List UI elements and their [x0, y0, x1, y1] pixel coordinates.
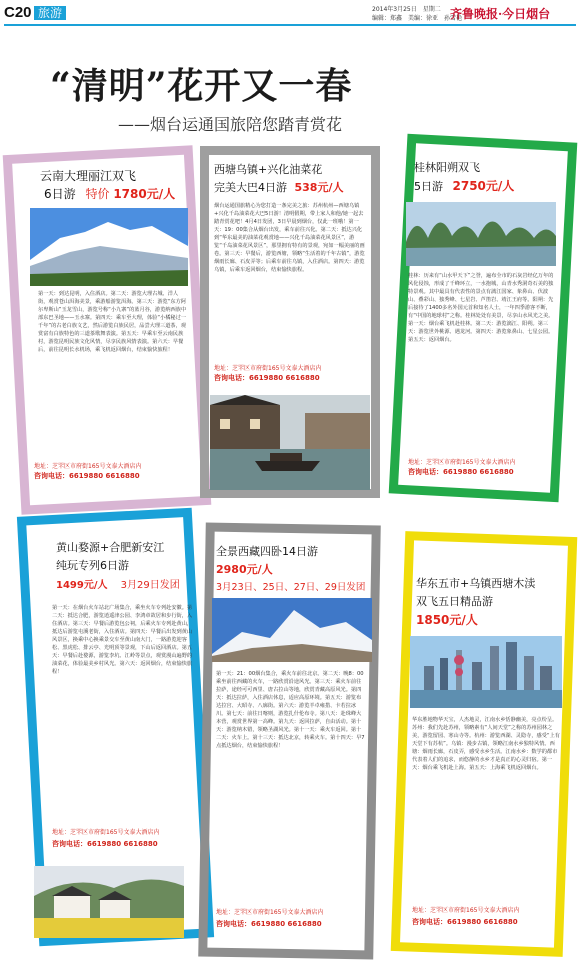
issue-date: 2014年3月25日 星期二: [372, 6, 441, 13]
ad6-phone: 咨询电话：6619880 6616880: [412, 918, 518, 926]
ad3-title: 桂林阳朔双飞: [414, 161, 480, 174]
ad2-title-line1: 西塘乌镇+兴化油菜花: [214, 163, 323, 176]
ad4-price-row: [56, 578, 180, 594]
ad6-title-line1: 华东五市+乌镇西塘木渎: [416, 577, 536, 590]
ad4-departure: 3月29日发团: [120, 580, 180, 591]
ad2-itinerary: 烟台运通国旅精心为您打造一条完美之旅：苏州杭州—西塘乌镇+兴化千岛油菜花大巴5日游！清明假期，带上家人和他/她一起去踏青赏花吧！4月4日发团，3日早晨到烟台，仅此一班哦！第一天：19：00集合从烟台出发，乘车前往兴化。第二天：抵达兴化到“华东最美的油菜花观赏地——兴化千岛油菜花风景区”，游览“千岛油菜花风景区”，那里拥有特有的景观，宛如一幅美丽的画卷。第三天：早餐后，游览西塘，领略“生活着的千年古镇”，游览烟雨长廊、石皮弄等；后乘车前往乌镇，入住酒店。第四天：游览乌镇，后乘车返回烟台，结束愉快旅程。: [214, 203, 365, 273]
ad2-price: 538元/人: [294, 181, 344, 194]
ad4-address: 地址：芝罘区市府街165号文泰大酒店内: [52, 829, 160, 836]
ad4-title-line2: 纯玩专列6日游: [56, 559, 129, 572]
ad3-price: 2750元/人: [452, 179, 515, 193]
ad3-address: 地址：芝罘区市府街165号文泰大酒店内: [408, 459, 516, 466]
ad5-price: 2980元/人: [216, 563, 273, 576]
ad6-title-line2: 双飞五日精品游: [416, 595, 493, 608]
ad6-photo-shanghai-skyline: [410, 636, 562, 708]
ad1-price-label: 特价: [85, 187, 110, 201]
page-subheadline: ——烟台运通国旅陪您踏青赏花: [118, 115, 343, 134]
ad5-phone: 咨询电话：6619880 6616880: [216, 920, 322, 928]
ad1-days: 6日游: [44, 187, 76, 201]
page-number: C20: [4, 4, 32, 21]
ad1-title: 云南大理丽江双飞: [40, 169, 137, 183]
ad1-photo-jade-dragon-mountain: [30, 208, 188, 286]
editors-line: 编辑：郑鑫 美编：徐亚 孙雪艳: [372, 15, 463, 22]
ad6-itinerary: 华东胜地物华天宝，人杰地灵，江南水乡恬静幽美，亮点纷呈。苏州：我们先赴苏州，领略素有“人间天堂”之称的苏州园林之美，游览留园、寒山寺等。杭州：游览西湖、灵隐寺，感受“上有天堂下有苏杭”。乌镇：漫步古镇，领略江南水乡独特风情。西塘：烟雨长廊，石皮弄，感受水乡生活。江南水乡：数学的都市代表着人们的追求，而悠静的水乡才是真正的心灵归宿。第一天：烟台乘飞机赴上海。第五天：上海乘飞机返回烟台。: [412, 717, 560, 771]
ad4-title-line1: 黄山婺源+合肥新安江: [56, 541, 165, 554]
ad5-photo-everest: [212, 598, 372, 662]
ad1-subtitle: [44, 186, 175, 202]
masthead-rule: [4, 24, 576, 26]
ad4-phone: 咨询电话：6619880 6616880: [52, 840, 158, 848]
ad3-photo-li-river: [406, 202, 556, 266]
ad3-itinerary: 桂林：历来有“山水甲天下”之誉，遍布全市的石灰岩经亿万年的风化侵蚀，形成了千峰环立，一水抱城，山青水秀洞奇石美的独特景观。其中最具有代表性的景点有漓江国家、象鼻山、伏波山、叠彩山、独秀峰、七星岩、芦笛岩、靖江王府等。阳朔：先后接待了1400多名外国元首和知名人士，一年四季游客不断，有“中国的地球村”之称。桂林处处有美景，尽享山水风光之美。第一天：烟台乘飞机赴桂林。第二天：游览漓江、阳朔。第三天：游览世外桃源、遇龙河。第四天：游览象鼻山、七星公园。第五天：返回烟台。: [408, 273, 554, 343]
ad1-itinerary: 第一天：到达昆明，入住酒店。第二天：游览大理古城、洋人街，观赏苍山洱海美景，乘游船游览洱海。第三天：游览“东方阿尔卑斯山”玉龙雪山，游览号称“小九寨”的蓝月谷，游览纳西族中部东巴圣地——玉水寨。第四天：乘车至大理，体验“小橘秘过一千年”的古老白族文艺，然后游览白族民居，品尝大理三道茶，观赏富有白族特色的三道茶歌舞表演。第五天：早乘车至云南民族村，游览昆明民族文化风情，尽享民族风情表演。第六天：早餐后，前往昆明长水机场，乘飞机返回烟台，结束愉快旅程！: [38, 291, 187, 353]
ad3-subtitle: [414, 178, 514, 195]
ad3-phone: 咨询电话：6619880 6616880: [408, 468, 514, 476]
ad1-price: 1780元/人: [113, 187, 176, 201]
page-headline: “清明”花开又一春: [50, 65, 353, 107]
ad3-days: 5日游: [414, 180, 443, 193]
ad4-photo-wuyuan-village: [34, 866, 184, 938]
ad2-title-line2: 完美大巴4日游: [214, 181, 287, 194]
ad2-photo-water-town: [210, 395, 370, 490]
ad5-itinerary: 第一天：21：00烟台集合，乘火车前往北京。第二天：晚8：00乘坐前往西藏的火车，一路欣赏沿途风光。第三天：乘火车前往拉萨，途经可可西里、唐古拉山等地，欣赏青藏高原风光。第四天：抵达拉萨，入住酒店休息，适应高原环境。第五天：游览布达拉宫、大昭寺、八廓街。第六天：游览羊卓雍措、卡若拉冰川。第七天：前往日喀则，游览扎什伦布寺。第八天：赴珠峰大本营，观赏世界第一高峰。第九天：返回拉萨，自由活动。第十天：游览纳木错，领略圣湖风光。第十一天：乘火车返回。第十二天：火车上。第十三天：抵达北京，转乘火车。第十四天：早7点抵达烟台，结束愉快旅程！: [216, 671, 365, 749]
ad4-price: 1499元/人: [56, 580, 108, 591]
ad2-phone: 咨询电话：6619880 6616880: [214, 374, 320, 382]
newspaper-logo: 齐鲁晚报·今日烟台: [450, 7, 551, 21]
ad6-price: 1850元/人: [416, 613, 478, 627]
ad2-title-line2-row: [214, 180, 343, 196]
ad5-title: 全景西藏四卧14日游: [216, 545, 318, 558]
ad1-address: 地址：芝罘区市府街165号文泰大酒店内: [34, 463, 142, 470]
ad5-address: 地址：芝罘区市府街165号文泰大酒店内: [216, 909, 324, 916]
ad2-address: 地址：芝罘区市府街165号文泰大酒店内: [214, 365, 322, 372]
ad4-itinerary: 第一天：在烟台火车站北广场集合，乘坐火车专列赴安徽。第二天：抵达合肥，游览逍遥津公园、李鸿章故居和步行街，入住酒店。第三天：早餐后游览包公祠，后乘火车专列赴黄山，抵达后游览屯溪老街，入住酒店。第四天：早餐后出发到黄山风景区，换乘中心换乘景交车至黄山南大门，一路游览迎客松、黑虎松、排云亭、光明顶等景观，下山后返回酒店。第五天：早餐后赴婺源，游览李坑、江岭等景点，观赏漫山遍野的油菜花，体验最美乡村风光。第六天：返回烟台，结束愉快旅程！: [52, 605, 193, 675]
ad5-departure: 3月23日、25日、27日、29日发团: [216, 582, 366, 593]
ad1-phone: 咨询电话：6619880 6616880: [34, 472, 140, 480]
ad6-address: 地址：芝罘区市府街165号文泰大酒店内: [412, 907, 520, 914]
section-tag: 旅游: [34, 6, 66, 20]
